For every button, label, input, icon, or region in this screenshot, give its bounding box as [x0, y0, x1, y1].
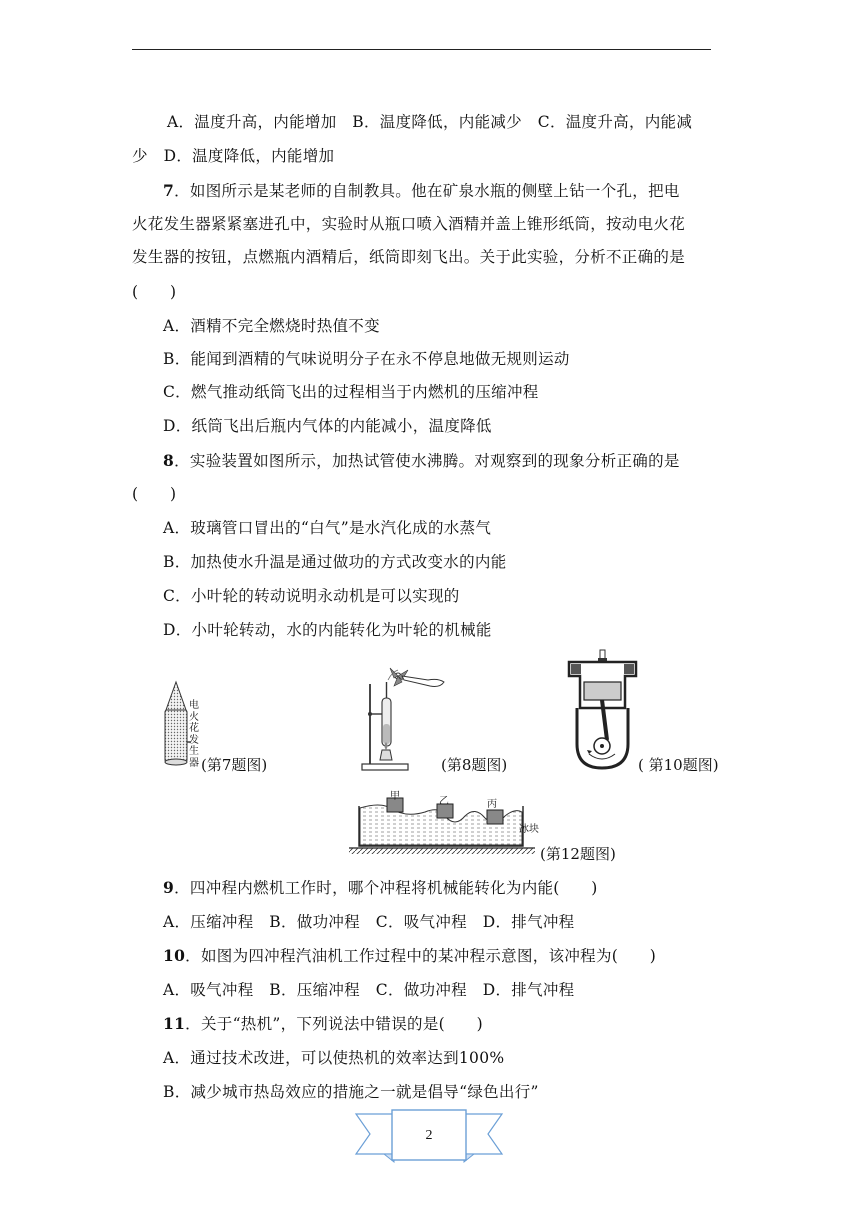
fig7-caption: (第7题图): [201, 756, 268, 774]
q8-stem-text: ．实验装置如图所示，加热试管使水沸腾。对观察到的现象分析正确的是: [174, 452, 680, 470]
q11-stem-text: ．关于“热机”，下列说法中错误的是( ): [185, 1015, 483, 1033]
fig12-label-bing: 丙: [487, 799, 497, 810]
q8-option-b: B．加热使水升温是通过做功的方式改变水的内能: [163, 553, 507, 571]
header-rule: [132, 49, 711, 50]
fig12-ice-label: 冰块: [519, 824, 539, 835]
q6-options-line-2: 少 D．温度降低，内能增加: [132, 147, 335, 165]
q7-stem-line-3: 发生器的按钮，点燃瓶内酒精后，纸筒即刻飞出。关于此实验，分析不正确的是: [132, 248, 686, 266]
q8-stem-line-1: [163, 450, 680, 472]
fig7-label-char: 火: [189, 711, 199, 723]
q10-number: 10: [163, 946, 186, 965]
fig7-label-char: 发: [189, 734, 199, 746]
fig7-label-char: 电: [189, 700, 199, 711]
q10-stem-text: ．如图为四冲程汽油机工作过程中的某冲程示意图，该冲程为( ): [185, 947, 657, 965]
fig8-boiling-tube-illustration: [358, 664, 453, 774]
q11-option-a: A．通过技术改进，可以使热机的效率达到100%: [163, 1049, 505, 1067]
q7-option-b: B．能闻到酒精的气味说明分子在永不停息地做无规则运动: [163, 350, 570, 368]
q8-option-d: D．小叶轮转动，水的内能转化为叶轮的机械能: [163, 621, 492, 639]
fig7-label-char: 器: [189, 757, 199, 769]
q11-option-b: B．减少城市热岛效应的措施之一就是倡导“绿色出行”: [163, 1083, 539, 1101]
q9-stem-text: ．四冲程内燃机工作时，哪个冲程将机械能转化为内能( ): [174, 879, 598, 897]
q8-answer-bracket: ( ): [132, 485, 177, 503]
q10-stem: [163, 945, 656, 967]
q11-number: 11: [163, 1014, 186, 1033]
q9-stem: [163, 877, 598, 899]
q8-option-c: C．小叶轮的转动说明永动机是可以实现的: [163, 587, 460, 605]
fig7-label-char: 花: [189, 723, 199, 734]
q7-number: 7: [163, 181, 175, 200]
q10-options: A．吸气冲程 B．压缩冲程 C．做功冲程 D．排气冲程: [163, 981, 575, 999]
fig12-caption: (第12题图): [540, 845, 616, 863]
fig7-label-char: 生: [189, 746, 199, 757]
q7-option-a: A．酒精不完全燃烧时热值不变: [163, 317, 380, 335]
q7-stem-text: ．如图所示是某老师的自制教具。他在矿泉水瓶的侧壁上钻一个孔，把电: [174, 182, 680, 200]
fig8-caption: (第8题图): [441, 756, 508, 774]
q7-option-c: C．燃气推动纸筒飞出的过程相当于内燃机的压缩冲程: [163, 383, 539, 401]
fig10-caption: ( 第10题图): [638, 756, 719, 774]
q7-option-d: D．纸筒飞出后瓶内气体的内能减小，温度降低: [163, 417, 492, 435]
q7-stem-line-1: [163, 180, 680, 202]
fig12-label-yi: 乙: [439, 796, 449, 807]
fig10-engine-cylinder-illustration: [565, 648, 640, 773]
q8-option-a: A．玻璃管口冒出的“白气”是水汽化成的水蒸气: [163, 519, 492, 537]
q9-options: A．压缩冲程 B．做功冲程 C．吸气冲程 D．排气冲程: [163, 913, 575, 931]
page-number: 2: [425, 1128, 433, 1143]
q7-answer-bracket: ( ): [132, 283, 177, 301]
fig12-label-jia: 甲: [390, 791, 400, 802]
q7-stem-line-2: 火花发生器紧紧塞进孔中，实验时从瓶口喷入酒精并盖上锥形纸筒，按动电火花: [132, 215, 686, 233]
q6-options-line-1: A．温度升高，内能增加 B．温度降低，内能减少 C．温度升高，内能减: [167, 113, 693, 131]
q11-stem: [163, 1013, 483, 1035]
q8-number: 8: [163, 451, 175, 470]
q9-number: 9: [163, 878, 175, 897]
fig7-spark-label: [188, 700, 200, 769]
